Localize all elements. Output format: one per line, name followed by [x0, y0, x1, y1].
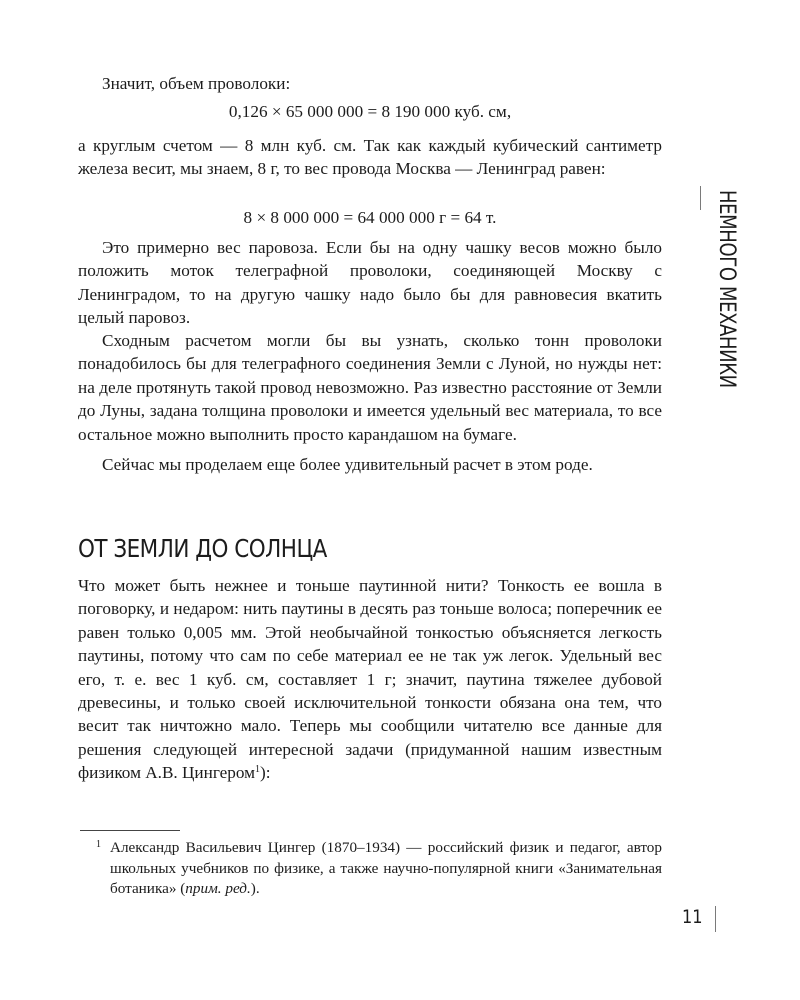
- paragraph-spider-thread-tail: ):: [260, 763, 271, 783]
- paragraph-spider-thread-text: Что может быть нежнее и тоньше паутинной нити? Тонкость ее вошла в поговорку, и недаром: нить паутины в десять раз тоньше волоса; поперечник ее равен только 0,005 мм. Этой необычайной тонкостью объясняется легкость паутины, потому что сам по себе материал ее не так уж легок. Удельный вес его, т. е. вес 1 куб. см, составляет 1 г; значит, паутина тяжелее дубовой древесины, и только своей исключительной тонкости обязана она тем, что весит так ничтожно мало. Теперь мы сообщили читателю все данные для решения следующей интересной задачи (придуманной нашим известным физиком А.В. Цингером: [78, 576, 662, 783]
- section-heading: ОТ ЗЕМЛИ ДО СОЛНЦА: [78, 534, 327, 563]
- footnote-divider: [80, 830, 180, 831]
- intro-line: Значит, объем проволоки:: [102, 74, 291, 93]
- footnote: [110, 838, 662, 900]
- page-number-rule: [715, 906, 716, 932]
- formula-wire-volume: 0,126 × 65 000 000 = 8 190 000 куб. см,: [228, 102, 512, 121]
- chapter-side-title: НЕМНОГО МЕХАНИКИ: [714, 190, 739, 388]
- paragraph-spider-thread: [78, 574, 662, 785]
- paragraph-next-calc: Сейчас мы проделаем еще более удивительный расчет в этом роде.: [102, 455, 593, 474]
- paragraph-moon-wire: Сходным расчетом могли бы вы узнать, сколько тонн проволоки понадобилось бы для телеграфного соединения Земли с Луной, но нужды нет: на деле протянуть такой провод невозможно. Раз известно расстояние от Земли до Луны, задана толщина проволоки и имеется удельный вес материала, то все остальное можно выполнить просто карандашом на бумаге.: [78, 331, 662, 444]
- page-number: 11: [682, 906, 703, 928]
- footnote-number: 1: [96, 839, 101, 850]
- side-title-rule: [700, 186, 701, 210]
- footnote-ref: 1: [255, 764, 261, 776]
- paragraph-locomotive: Это примерно вес паровоза. Если бы на одну чашку весов можно было положить моток телеграфной проволоки, соединяющей Москву с Ленинградом, то на другую чашку надо было бы для равновесия вкатить целый паровоз.: [78, 238, 662, 328]
- formula-wire-mass: 8 × 8 000 000 = 64 000 000 г = 64 т.: [243, 208, 497, 227]
- footnote-text: Александр Васильевич Цингер (1870–1934) — российский физик и педагог, автор школьных учебников по физике, а также научно-популярной книги «Занимательная ботаника» (: [110, 839, 662, 898]
- paragraph-wire-weight: а круглым счетом — 8 млн куб. см. Так как каждый кубический сантиметр железа весит, мы знаем, 8 г, то вес провода Москва — Ленинград равен:: [78, 136, 662, 179]
- footnote-end: ).: [250, 880, 260, 898]
- footnote-italic: прим. ред.: [185, 880, 251, 898]
